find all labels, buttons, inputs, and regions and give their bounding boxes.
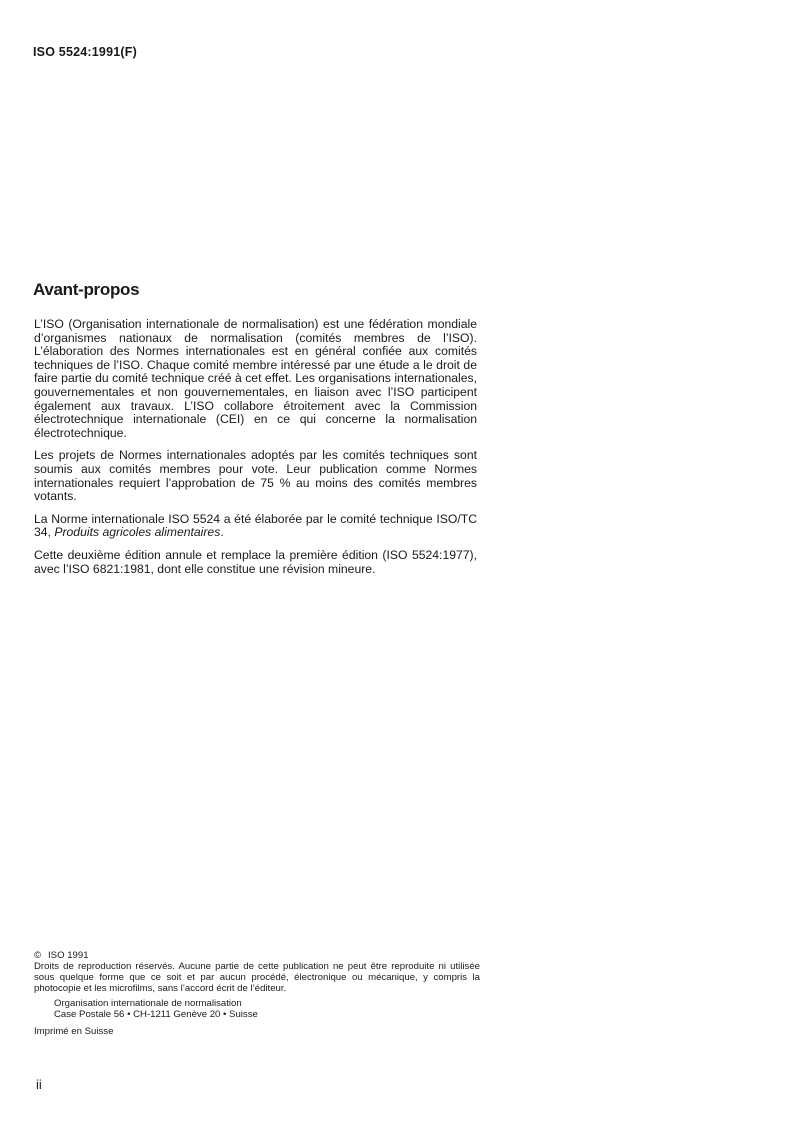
foreword-paragraph-1: L’ISO (Organisation internationale de normalisation) est une fédération mondiale d’organismes nationaux de normalisation (comités membres de l’ISO). L’élaboration des Normes internationales est en général confiée aux comités techniques de l’ISO. Chaque comité membre intéressé par une étude a le droit de faire partie du comité technique créé à cet effet. Les organisations internationales, gouvernementales et non gouvernementales, en liaison avec l’ISO participent également aux travaux. L’ISO collabore étroitement avec la Commission électrotechnique internationale (CEI) en ce qui concerne la normalisation électrotechnique. <box>34 317 477 440</box>
foreword-title: Avant-propos <box>33 280 140 299</box>
foreword-paragraph-2: Les projets de Normes internationales adoptés par les comités techniques sont soumis aux comités membres pour vote. Leur publication comme Normes internationales requiert l’approbation de 75 % au moins des comités membres votants. <box>34 448 477 504</box>
paragraph-3-prefix: La Norme internationale ISO 5524 a été élaborée par le comité technique ISO/TC 34, <box>34 511 477 540</box>
paragraph-3-suffix: . <box>220 525 224 540</box>
publisher-address <box>54 998 480 1020</box>
postal-address: Case Postale 56 • CH-1211 Genève 20 • Suisse <box>54 1009 258 1020</box>
foreword-paragraph-3 <box>34 513 477 540</box>
foreword-paragraph-4: Cette deuxième édition annule et remplace la première édition (ISO 5524:1977), avec l’ISO 6821:1981, dont elle constitue une révision mineure. <box>34 547 477 576</box>
copyright-block <box>34 950 480 1037</box>
document-id-header: ISO 5524:1991(F) <box>33 45 137 59</box>
copyright-symbol: © <box>34 950 42 961</box>
foreword-body <box>34 318 477 585</box>
rights-notice: Droits de reproduction réservés. Aucune partie de cette publication ne peut être reproduite ni utilisée sous quelque forme que ce soit et par aucun procédé, électronique ou mécanique, y compris la photocopie et les microfilms, sans l’accord écrit de l’éditeur. <box>34 961 480 994</box>
committee-title: Produits agricoles alimentaires <box>54 525 221 540</box>
page-number: ii <box>36 1077 42 1092</box>
organisation-name: Organisation internationale de normalisation <box>54 998 242 1009</box>
copyright-owner-year: ISO 1991 <box>48 950 89 961</box>
printed-in: Imprimé en Suisse <box>34 1026 114 1037</box>
copyright-line <box>34 950 480 961</box>
